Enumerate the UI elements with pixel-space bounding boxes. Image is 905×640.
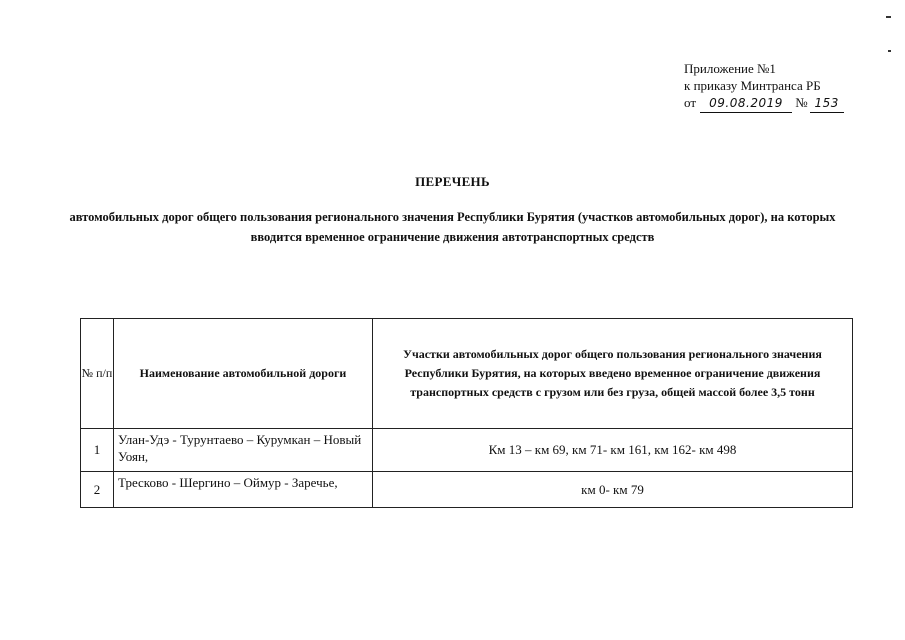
table-row: [81, 429, 853, 472]
table-row: [81, 472, 853, 508]
annex-line-1: Приложение №1: [684, 61, 776, 76]
row-sections: Км 13 – км 69, км 71- км 161, км 162- км 498: [373, 429, 853, 472]
annex-line-3: [684, 94, 844, 113]
scan-speck: [888, 50, 891, 52]
scan-speck: [886, 16, 891, 18]
row-road-name: Улан-Удэ - Турунтаево – Курумкан – Новый Уоян,: [114, 429, 373, 472]
document-title: ПЕРЕЧЕНЬ: [415, 174, 490, 189]
annex-from-label: от: [684, 95, 697, 110]
table-header-row: [81, 319, 853, 429]
annex-number: 153: [810, 95, 844, 113]
annex-line-2: к приказу Минтранса РБ: [684, 78, 821, 93]
annex-date: 09.08.2019: [700, 95, 792, 113]
row-num: 2: [81, 472, 114, 508]
header-road-name: Наименование автомобильной дороги: [114, 319, 373, 429]
header-sections: Участки автомобильных дорог общего пользования регионального значения Республики Бурятия, на которых введено временное ограничение движения транспортных средств с грузом или без груза, общей массой более 3,5 тонн: [373, 319, 853, 429]
document-subtitle: автомобильных дорог общего пользования регионального значения Республики Бурятия (участков автомобильных дорог), на которых вводится временное ограничение движения автотранспортных средств: [69, 210, 836, 244]
row-road-name: Тресково - Шергино – Оймур - Заречье,: [114, 472, 373, 508]
annex-header: [684, 60, 844, 113]
annex-number-label: №: [795, 95, 808, 110]
row-num: 1: [81, 429, 114, 472]
header-num: № п/п: [81, 319, 114, 429]
row-sections: км 0- км 79: [373, 472, 853, 508]
roads-table: [80, 318, 853, 508]
